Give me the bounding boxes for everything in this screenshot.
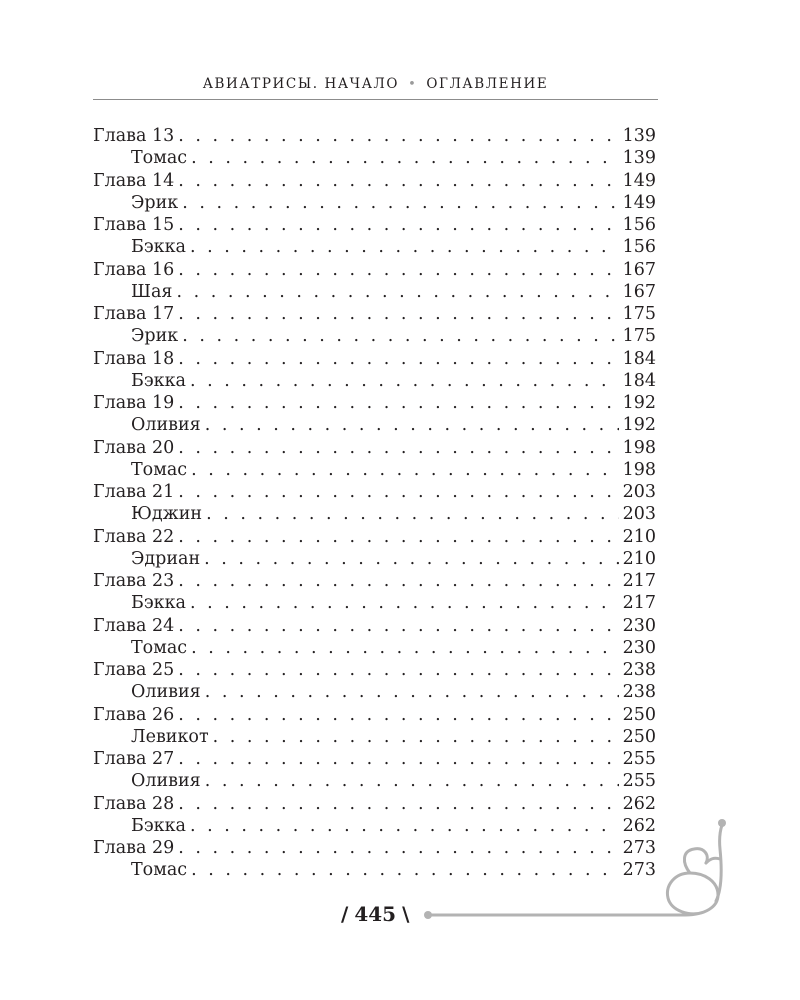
toc-dot-leader bbox=[178, 125, 618, 147]
toc-chapter-entry bbox=[93, 793, 656, 815]
toc-subentry bbox=[93, 281, 656, 303]
toc-entry-page: 139 bbox=[622, 148, 656, 169]
toc-dot-leader bbox=[190, 236, 619, 258]
toc-entry-label: Глава 26 bbox=[93, 704, 175, 725]
toc-entry-page: 203 bbox=[622, 504, 656, 525]
toc-dot-leader bbox=[182, 325, 618, 347]
toc-entry-label: Томас bbox=[131, 148, 188, 169]
toc-entry-page: 156 bbox=[622, 215, 656, 235]
toc-entry-page: 192 bbox=[622, 393, 656, 413]
toc-dot-leader bbox=[191, 637, 619, 659]
toc-entry-page: 156 bbox=[622, 237, 656, 258]
toc-dot-leader bbox=[191, 147, 619, 169]
toc-dot-leader bbox=[178, 348, 618, 370]
toc-dot-leader bbox=[190, 592, 619, 614]
toc-chapter-entry bbox=[93, 214, 656, 236]
toc-entry-page: 217 bbox=[622, 571, 656, 591]
toc-dot-leader bbox=[205, 770, 619, 792]
toc-entry-label: Томас bbox=[131, 459, 188, 480]
folio-left-mark: / bbox=[341, 902, 349, 926]
toc-entry-page: 198 bbox=[622, 437, 656, 458]
toc-subentry bbox=[93, 192, 656, 214]
toc-subentry bbox=[93, 770, 656, 792]
toc-entry-label: Бэкка bbox=[131, 593, 186, 614]
toc-subentry bbox=[93, 548, 656, 570]
toc-entry-page: 198 bbox=[622, 459, 656, 480]
toc-entry-label: Глава 29 bbox=[93, 838, 175, 858]
toc-entry-label: Глава 25 bbox=[93, 660, 175, 680]
toc-entry-page: 192 bbox=[622, 415, 656, 436]
toc-dot-leader bbox=[178, 170, 618, 192]
table-of-contents bbox=[93, 125, 656, 882]
toc-entry-label: Оливия bbox=[131, 415, 201, 436]
toc-entry-page: 255 bbox=[622, 749, 656, 769]
toc-entry-label: Глава 18 bbox=[93, 348, 175, 369]
toc-dot-leader bbox=[178, 303, 618, 325]
toc-subentry bbox=[93, 637, 656, 659]
toc-entry-label: Эрик bbox=[131, 326, 179, 347]
toc-chapter-entry bbox=[93, 303, 656, 325]
toc-entry-page: 184 bbox=[622, 370, 656, 391]
toc-entry-label: Глава 15 bbox=[93, 215, 175, 235]
toc-entry-label: Эрик bbox=[131, 192, 179, 213]
toc-dot-leader bbox=[205, 414, 619, 436]
toc-entry-label: Глава 14 bbox=[93, 170, 175, 191]
folio bbox=[338, 902, 412, 926]
section-title: ОГЛАВЛЕНИЕ bbox=[426, 76, 549, 92]
toc-entry-page: 217 bbox=[622, 593, 656, 614]
toc-subentry bbox=[93, 592, 656, 614]
toc-dot-leader bbox=[178, 793, 618, 815]
toc-chapter-entry bbox=[93, 481, 656, 503]
toc-chapter-entry bbox=[93, 748, 656, 770]
toc-entry-page: 210 bbox=[622, 548, 656, 569]
toc-entry-label: Оливия bbox=[131, 682, 201, 703]
toc-entry-page: 230 bbox=[622, 615, 656, 636]
toc-entry-label: Глава 16 bbox=[93, 259, 175, 280]
toc-chapter-entry bbox=[93, 437, 656, 459]
toc-entry-page: 203 bbox=[622, 482, 656, 502]
toc-dot-leader bbox=[178, 659, 618, 681]
toc-dot-leader bbox=[178, 259, 618, 281]
toc-entry-label: Глава 19 bbox=[93, 393, 175, 413]
bullet-separator: • bbox=[408, 77, 418, 92]
toc-dot-leader bbox=[204, 548, 618, 570]
toc-chapter-entry bbox=[93, 392, 656, 414]
toc-chapter-entry bbox=[93, 348, 656, 370]
toc-entry-label: Юджин bbox=[131, 504, 203, 525]
toc-entry-page: 250 bbox=[622, 726, 656, 747]
toc-entry-label: Эдриан bbox=[131, 548, 201, 569]
toc-dot-leader bbox=[191, 459, 619, 481]
toc-dot-leader bbox=[176, 281, 618, 303]
toc-entry-label: Бэкка bbox=[131, 370, 186, 391]
toc-dot-leader bbox=[178, 526, 618, 548]
toc-dot-leader bbox=[178, 481, 618, 503]
toc-entry-label: Глава 20 bbox=[93, 437, 175, 458]
toc-entry-page: 175 bbox=[622, 304, 656, 324]
decorative-swirl-icon bbox=[420, 815, 730, 925]
header-rule bbox=[93, 99, 658, 100]
toc-entry-page: 175 bbox=[622, 326, 656, 347]
toc-chapter-entry bbox=[93, 170, 656, 192]
toc-dot-leader bbox=[178, 437, 618, 459]
toc-chapter-entry bbox=[93, 570, 656, 592]
toc-entry-page: 262 bbox=[622, 793, 656, 814]
toc-entry-page: 184 bbox=[622, 348, 656, 369]
toc-entry-label: Глава 27 bbox=[93, 749, 175, 769]
toc-entry-label: Глава 23 bbox=[93, 571, 175, 591]
toc-entry-label: Глава 22 bbox=[93, 526, 175, 547]
toc-dot-leader bbox=[182, 192, 618, 214]
toc-entry-label: Глава 17 bbox=[93, 304, 175, 324]
toc-dot-leader bbox=[178, 392, 618, 414]
toc-chapter-entry bbox=[93, 526, 656, 548]
toc-entry-label: Оливия bbox=[131, 771, 201, 792]
toc-entry-page: 262 bbox=[622, 815, 656, 836]
running-head bbox=[93, 74, 658, 95]
toc-subentry bbox=[93, 325, 656, 347]
toc-entry-page: 255 bbox=[622, 771, 656, 792]
toc-subentry bbox=[93, 503, 656, 525]
toc-entry-label: Глава 28 bbox=[93, 793, 175, 814]
toc-dot-leader bbox=[178, 748, 618, 770]
toc-dot-leader bbox=[190, 370, 619, 392]
toc-entry-label: Глава 24 bbox=[93, 615, 175, 636]
toc-entry-label: Томас bbox=[131, 637, 188, 658]
toc-chapter-entry bbox=[93, 704, 656, 726]
toc-entry-page: 210 bbox=[622, 526, 656, 547]
toc-entry-page: 273 bbox=[622, 860, 656, 881]
toc-entry-page: 238 bbox=[622, 682, 656, 703]
toc-subentry bbox=[93, 681, 656, 703]
toc-entry-page: 167 bbox=[622, 259, 656, 280]
folio-right-mark: \ bbox=[402, 902, 410, 926]
toc-subentry bbox=[93, 414, 656, 436]
toc-subentry bbox=[93, 236, 656, 258]
book-title: АВИАТРИСЫ. НАЧАЛО bbox=[202, 76, 400, 92]
toc-dot-leader bbox=[178, 570, 618, 592]
toc-entry-page: 230 bbox=[622, 637, 656, 658]
toc-entry-page: 273 bbox=[622, 838, 656, 858]
toc-dot-leader bbox=[178, 704, 618, 726]
toc-dot-leader bbox=[178, 615, 618, 637]
toc-entry-label: Левикот bbox=[131, 726, 209, 747]
toc-dot-leader bbox=[178, 214, 618, 236]
toc-entry-label: Глава 21 bbox=[93, 482, 175, 502]
toc-subentry bbox=[93, 147, 656, 169]
toc-entry-label: Бэкка bbox=[131, 237, 186, 258]
page-number: 445 bbox=[354, 902, 397, 926]
toc-subentry bbox=[93, 459, 656, 481]
toc-entry-page: 167 bbox=[622, 281, 656, 302]
toc-entry-label: Глава 13 bbox=[93, 126, 175, 146]
toc-chapter-entry bbox=[93, 259, 656, 281]
toc-subentry bbox=[93, 726, 656, 748]
toc-entry-label: Томас bbox=[131, 860, 188, 881]
toc-entry-page: 250 bbox=[622, 704, 656, 725]
toc-entry-page: 149 bbox=[622, 170, 656, 191]
toc-chapter-entry bbox=[93, 125, 656, 147]
toc-chapter-entry bbox=[93, 615, 656, 637]
toc-entry-page: 149 bbox=[622, 192, 656, 213]
toc-entry-label: Шая bbox=[131, 281, 173, 302]
toc-dot-leader bbox=[205, 681, 619, 703]
toc-entry-page: 238 bbox=[622, 660, 656, 680]
toc-entry-label: Бэкка bbox=[131, 815, 186, 836]
toc-dot-leader bbox=[206, 503, 619, 525]
toc-chapter-entry bbox=[93, 659, 656, 681]
toc-subentry bbox=[93, 370, 656, 392]
toc-entry-page: 139 bbox=[622, 126, 656, 146]
toc-dot-leader bbox=[213, 726, 619, 748]
